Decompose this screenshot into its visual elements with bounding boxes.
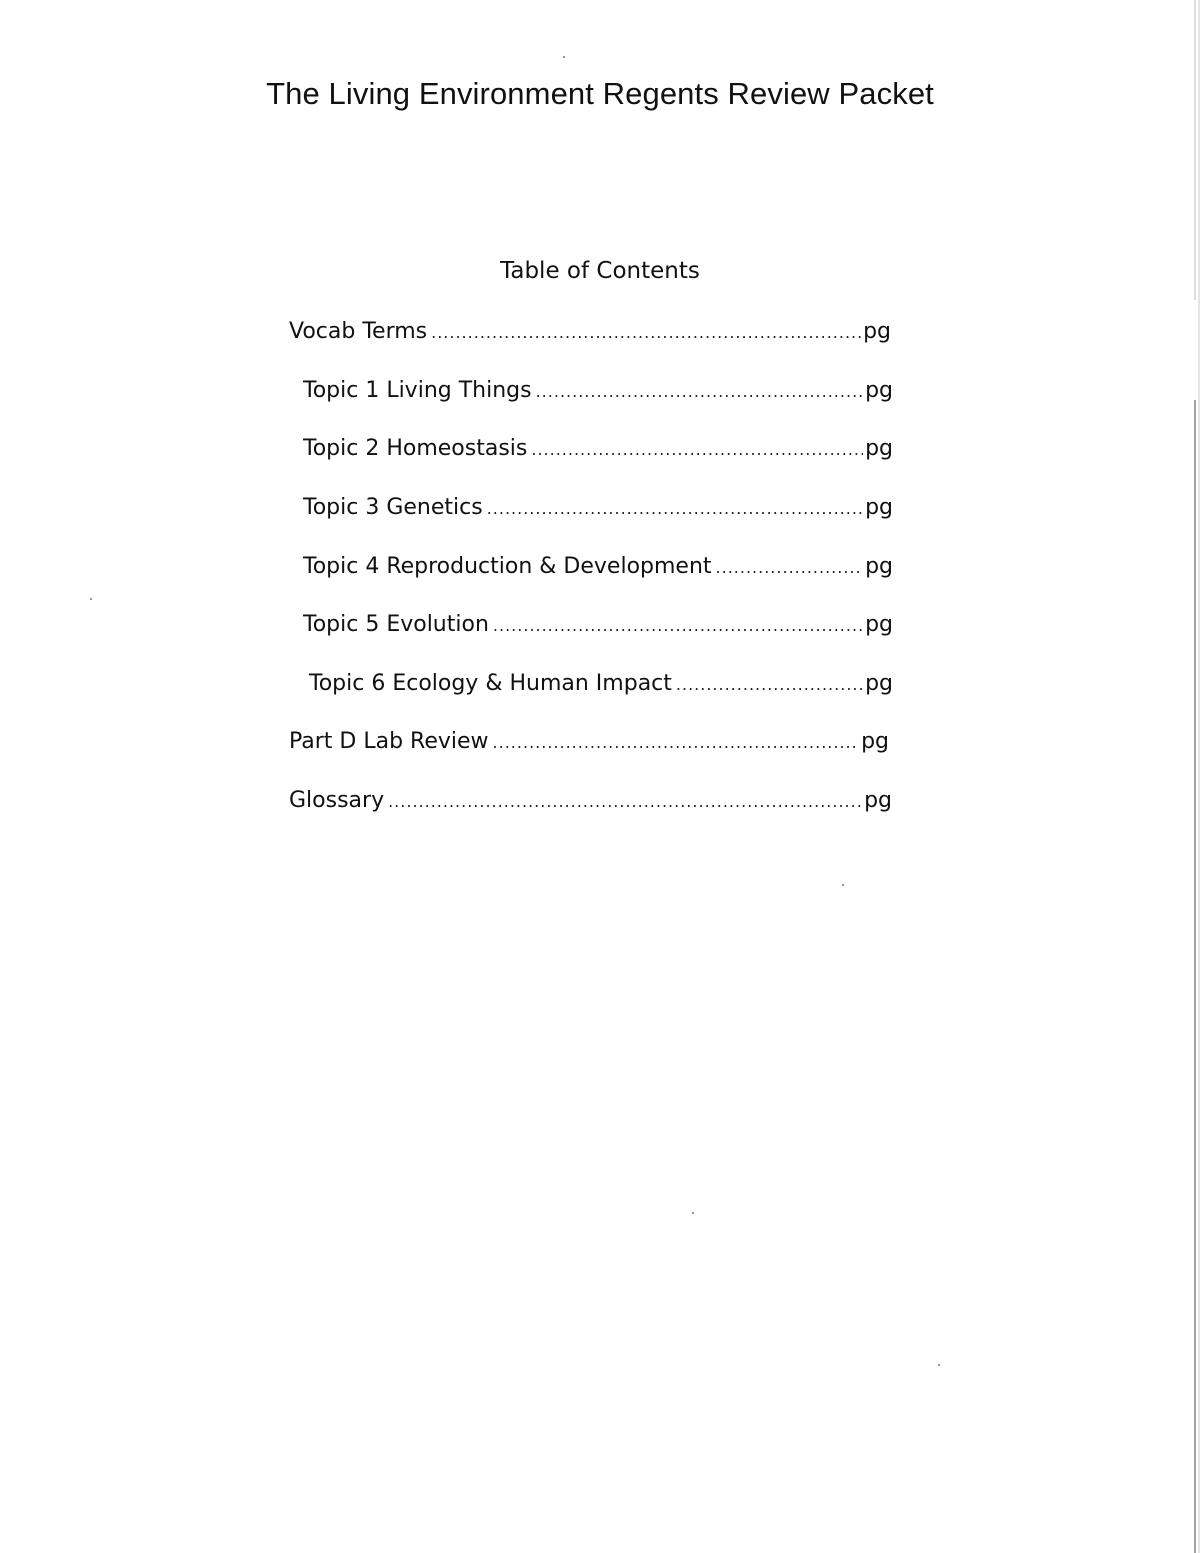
toc-entry-topic-6: [309, 668, 893, 700]
dot-leader: [431, 317, 861, 348]
toc-entry-topic-5: [303, 609, 893, 641]
scan-speck: [563, 56, 565, 58]
toc-entry-vocab-terms: [289, 316, 891, 348]
dot-leader: [493, 610, 863, 641]
toc-entry-page: pg: [865, 612, 893, 637]
toc-entry-topic-3: [303, 492, 893, 524]
toc-entry-page: pg: [865, 554, 893, 579]
toc-entry-page: pg: [861, 729, 889, 754]
toc-entry-page: pg: [864, 788, 892, 813]
toc-entry-glossary: [289, 785, 892, 817]
dot-leader: [676, 669, 863, 700]
toc-entry-label: Vocab Terms: [289, 319, 428, 344]
dot-leader: [536, 376, 863, 407]
scan-speck: [90, 598, 92, 600]
toc-entry-page: pg: [865, 378, 893, 403]
dot-leader: [487, 493, 863, 524]
toc-entry-topic-1: [303, 375, 893, 407]
dot-leader: [716, 552, 864, 583]
toc-entry-part-d-lab-review: [289, 726, 889, 758]
toc-entry-topic-2: [303, 433, 893, 465]
toc-entry-label: Topic 1 Living Things: [303, 378, 532, 403]
dot-leader: [388, 786, 862, 817]
toc-entry-page: pg: [865, 436, 893, 461]
toc-heading: Table of Contents: [500, 258, 700, 284]
toc-entry-topic-4: [303, 551, 893, 583]
toc-entry-page: pg: [863, 319, 891, 344]
scan-speck: [938, 1364, 940, 1366]
toc-entry-page: pg: [865, 671, 893, 696]
document-title: The Living Environment Regents Review Packet: [266, 76, 934, 111]
toc-entry-page: pg: [865, 495, 893, 520]
toc-entry-label: Topic 6 Ecology & Human Impact: [309, 671, 672, 696]
toc-entry-label: Topic 2 Homeostasis: [303, 436, 528, 461]
scan-edge-shadow: [1194, 0, 1196, 1553]
toc-entry-label: Part D Lab Review: [289, 729, 489, 754]
scan-speck: [692, 1212, 694, 1214]
dot-leader: [531, 434, 863, 465]
scan-speck: [842, 884, 844, 886]
toc-entry-label: Topic 4 Reproduction & Development: [303, 554, 712, 579]
toc-entry-label: Topic 5 Evolution: [303, 612, 489, 637]
dot-leader: [493, 727, 860, 758]
toc-entry-label: Topic 3 Genetics: [303, 495, 483, 520]
toc-entry-label: Glossary: [289, 788, 385, 813]
